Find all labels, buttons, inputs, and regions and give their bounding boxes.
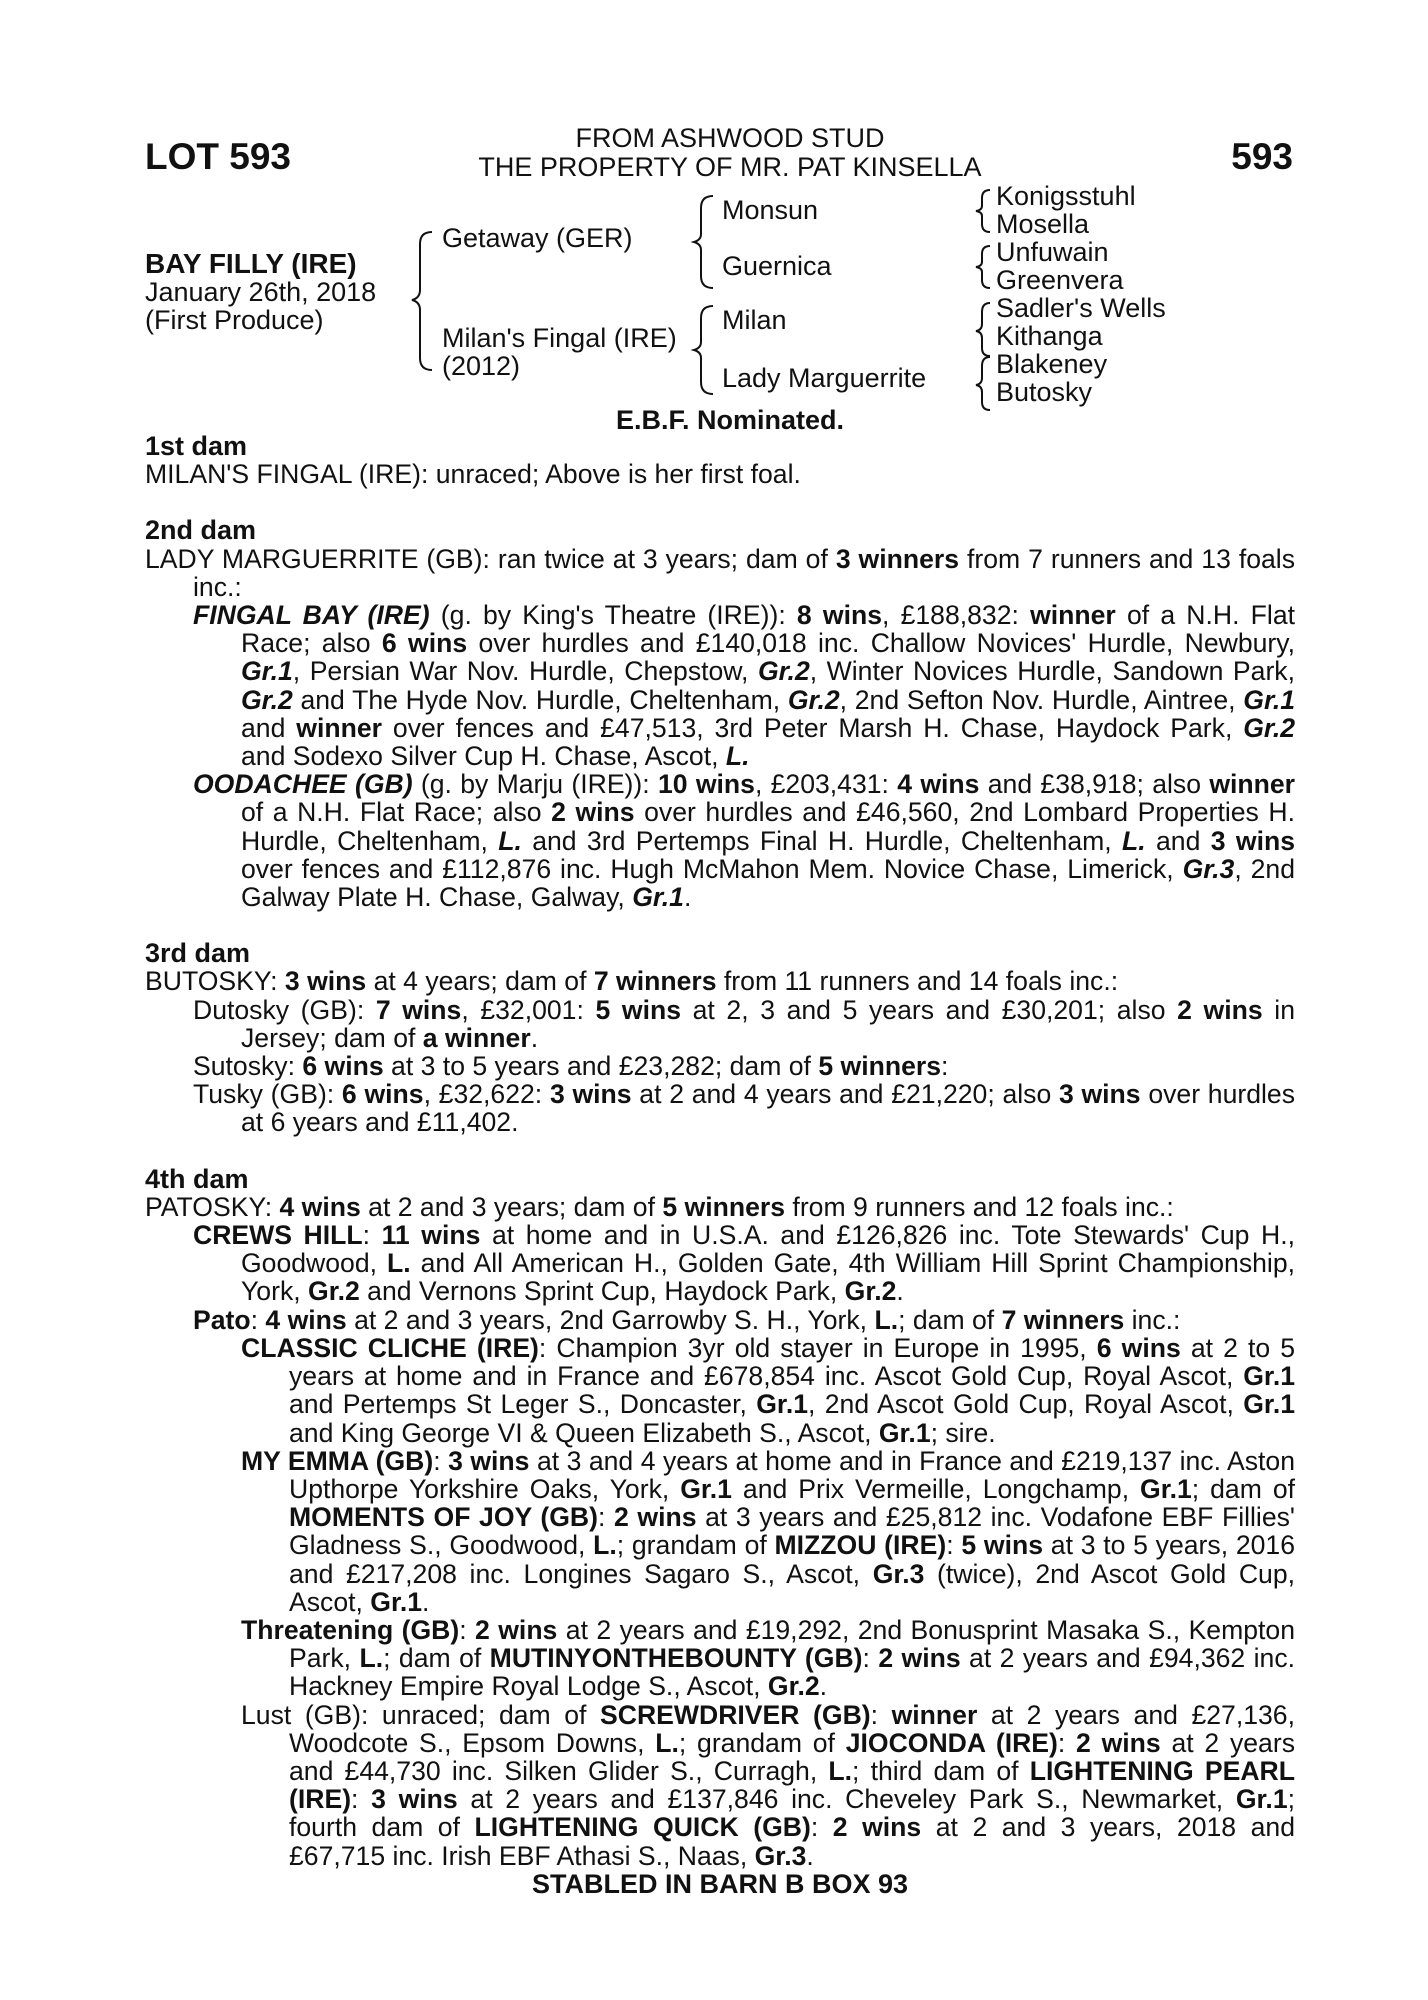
pedigree-sire: Getaway (GER): [442, 223, 633, 253]
pedigree-dam-dam: Lady Marguerrite: [722, 363, 927, 393]
pedigree-g3-3: Unfuwain: [996, 237, 1109, 267]
produce-note: (First Produce): [145, 305, 324, 335]
lot-label: LOT 593: [145, 136, 291, 177]
pedigree-g3-6: Kithanga: [996, 321, 1103, 351]
produce-record: [145, 432, 1295, 1898]
pedigree-g3-5: Sadler's Wells: [996, 293, 1166, 323]
first-dam-heading: 1st dam: [145, 431, 248, 461]
pedigree-dam-sire: Milan: [722, 305, 787, 335]
third-dam-text: BUTOSKY: 3 wins at 4 years; dam of 7 winners from 11 runners and 14 foals inc.:: [145, 966, 1119, 997]
produce-fingal-bay: FINGAL BAY (IRE) (g. by King's Theatre (IRE)): 8 wins, £188,832: winner of a N.H. Flat Race; also 6 wins over hurdles and £140,018 inc. Challow Novices' Hurdle, Newbury, Gr.1, Persian War Nov. Hurdle, Chepstow, Gr.2, Winter Novices Hurdle, Sandown Park, Gr.2 and The Hyde Nov. Hurdle, Cheltenham, Gr.2, 2nd Sefton Nov. Hurdle, Aintree, Gr.1 and winner over fences and £47,513, 3rd Peter Marsh H. Chase, Haydock Park, Gr.2 and Sodexo Silver Cup H. Chase, Ascot, L.: [193, 600, 1296, 772]
pedigree-dam-year: (2012): [442, 351, 521, 381]
produce-crews-hill: CREWS HILL: 11 wins at home and in U.S.A. and £126,826 inc. Tote Stewards' Cup H., Goodwood, L. and All American H., Golden Gate, 4th William Hill Sprint Championship, York, Gr.2 and Vernons Sprint Cup, Haydock Park, Gr.2.: [193, 1220, 1295, 1307]
pedigree-g3-4: Greenvera: [996, 265, 1124, 295]
horse-name: BAY FILLY (IRE): [145, 248, 357, 279]
produce-my-emma: MY EMMA (GB): 3 wins at 3 and 4 years at home and in France and £219,137 inc. Aston Upthorpe Yorkshire Oaks, York, Gr.1 and Prix Vermeille, Longchamp, Gr.1; dam of MOMENTS OF JOY (GB): 2 wins at 3 years and £25,812 inc. Vodafone EBF Fillies' Gladness S., Goodwood, L.; grandam of MIZZOU (IRE): 5 wins at 3 to 5 years, 2016 and £217,208 inc. Longines Sagaro S., Ascot, Gr.3 (twice), 2nd Ascot Gold Cup, Ascot, Gr.1.: [241, 1445, 1296, 1617]
produce-threatening: Threatening (GB): 2 wins at 2 years and £19,292, 2nd Bonusprint Masaka S., Kempton Park, L.; dam of MUTINYONTHEBOUNTY (GB): 2 wins at 2 years and £94,362 inc. Hackney Empire Royal Lodge S., Ascot, Gr.2.: [241, 1614, 1296, 1702]
first-dam-text: MILAN'S FINGAL (IRE): unraced; Above is her first foal.: [145, 459, 801, 490]
stabling-info: STABLED IN BARN B BOX 93: [531, 1868, 909, 1899]
pedigree-g3-8: Butosky: [996, 377, 1093, 407]
fourth-dam-heading: 4th dam: [145, 1163, 249, 1194]
third-dam-heading: 3rd dam: [145, 938, 251, 969]
pedigree-g3-7: Blakeney: [996, 349, 1108, 379]
second-dam-heading: 2nd dam: [145, 515, 257, 546]
produce-sutosky: Sutosky: 6 wins at 3 to 5 years and £23,282; dam of 5 winners:: [193, 1051, 949, 1082]
pedigree-g3-2: Mosella: [996, 209, 1090, 239]
lot-number: 593: [1231, 136, 1293, 177]
second-dam-text: LADY MARGUERRITE (GB): ran twice at 3 years; dam of 3 winners from 7 runners and 13 foals inc.:: [145, 543, 1295, 602]
ebf-nominated: E.B.F. Nominated.: [615, 405, 845, 435]
pedigree-g3-1: Konigsstuhl: [996, 181, 1136, 211]
produce-lust: Lust (GB): unraced; dam of SCREWDRIVER (GB): winner at 2 years and £27,136, Woodcote S., Epsom Downs, L.; grandam of JIOCONDA (IRE): 2 wins at 2 years and £44,730 inc. Silken Glider S., Curragh, L.; third dam of LIGHTENING PEARL (IRE): 3 wins at 2 years and £137,846 inc. Cheveley Park S., Newmarket, Gr.1; fourth dam of LIGHTENING QUICK (GB): 2 wins at 2 and 3 years, 2018 and £67,715 inc. Irish EBF Athasi S., Naas, Gr.3.: [241, 1699, 1295, 1871]
pedigree-sire-sire: Monsun: [722, 195, 819, 225]
property-line: THE PROPERTY OF MR. PAT KINSELLA: [478, 152, 982, 182]
foaling-date: January 26th, 2018: [145, 277, 377, 307]
pedigree-braces: [0, 0, 1428, 420]
produce-dutosky: Dutosky (GB): 7 wins, £32,001: 5 wins at 2, 3 and 5 years and £30,201; also 2 wins in Jersey; dam of a winner.: [193, 994, 1295, 1053]
produce-oodachee: OODACHEE (GB) (g. by Marju (IRE)): 10 wins, £203,431: 4 wins and £38,918; also winner of a N.H. Flat Race; also 2 wins over hurdles and £46,560, 2nd Lombard Properties H. Hurdle, Cheltenham, L. and 3rd Pertemps Final H. Hurdle, Cheltenham, L. and 3 wins over fences and £112,876 inc. Hugh McMahon Mem. Novice Chase, Limerick, Gr.3, 2nd Galway Plate H. Chase, Galway, Gr.1.: [193, 769, 1296, 913]
pedigree-sire-dam: Guernica: [722, 251, 832, 281]
produce-pato: Pato: 4 wins at 2 and 3 years, 2nd Garrowby S. H., York, L.; dam of 7 winners inc.:: [193, 1304, 1181, 1335]
fourth-dam-text: PATOSKY: 4 wins at 2 and 3 years; dam of 5 winners from 9 runners and 12 foals inc.:: [145, 1191, 1174, 1222]
produce-classic-cliche: CLASSIC CLICHE (IRE): Champion 3yr old stayer in Europe in 1995, 6 wins at 2 to 5 years at home and in France and £678,854 inc. Ascot Gold Cup, Royal Ascot, Gr.1 and Pertemps St Leger S., Doncaster, Gr.1, 2nd Ascot Gold Cup, Royal Ascot, Gr.1 and King George VI & Queen Elizabeth S., Ascot, Gr.1; sire.: [241, 1332, 1296, 1448]
from-line: FROM ASHWOOD STUD: [575, 123, 885, 153]
produce-tusky: Tusky (GB): 6 wins, £32,622: 3 wins at 2 and 4 years and £21,220; also 3 wins over hurdles at 6 years and £11,402.: [193, 1079, 1296, 1138]
pedigree-dam: Milan's Fingal (IRE): [442, 323, 677, 353]
